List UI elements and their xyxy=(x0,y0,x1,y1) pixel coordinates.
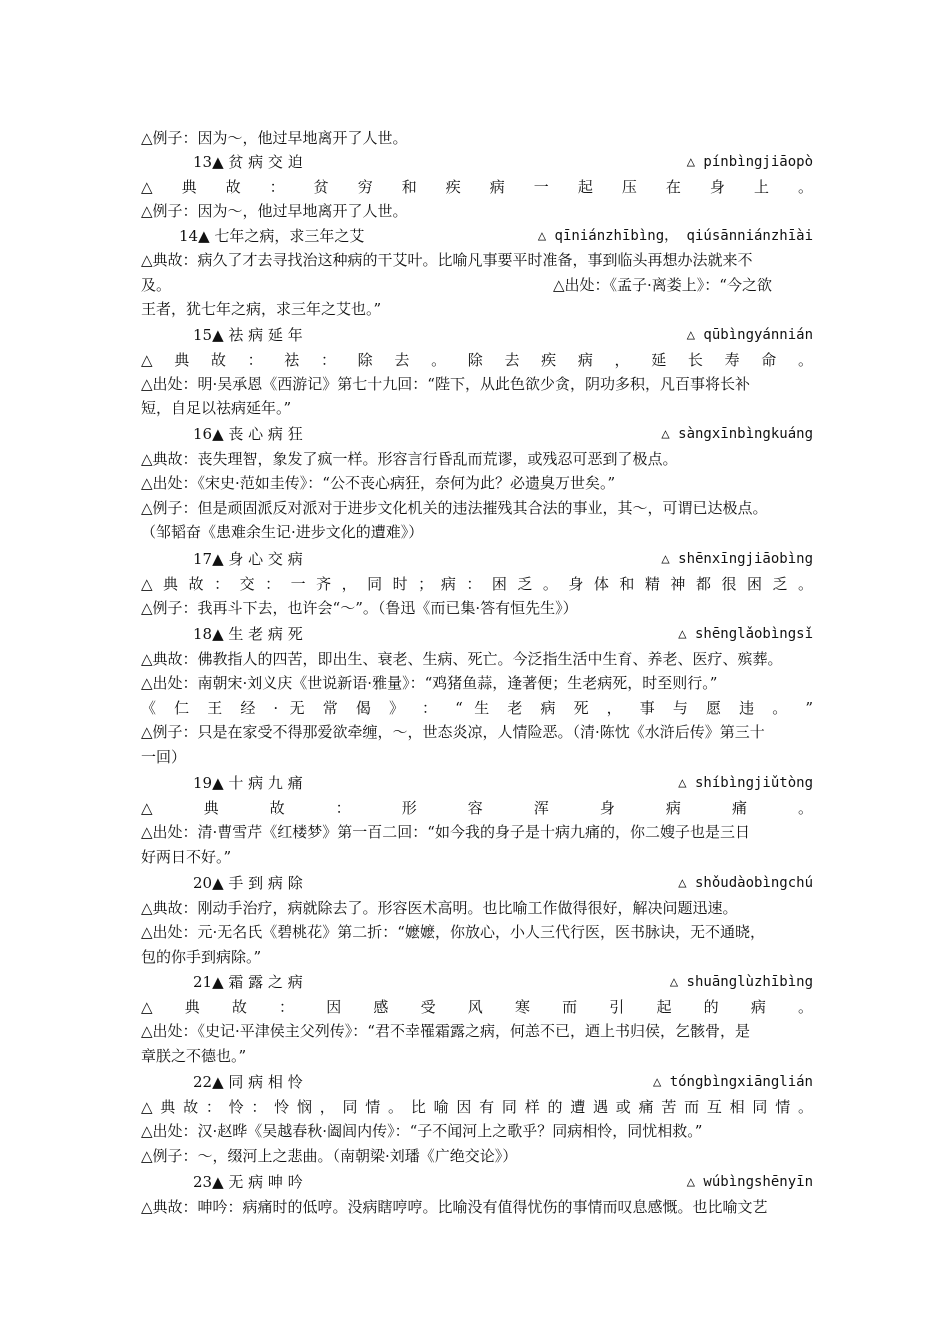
entry-pinyin: △ shēnglǎobìngsǐ xyxy=(678,626,813,642)
entry-pinyin: △ wúbìngshēnyīn xyxy=(686,1174,813,1190)
entry-heading-14 xyxy=(141,224,813,248)
entry-pinyin: △ sàngxīnbìngkuáng xyxy=(661,426,813,442)
entry-heading-22 xyxy=(141,1070,813,1094)
entry-title: 19▲ 十 病 九 痛 xyxy=(193,774,303,792)
text-line: △出处：南朝宋·刘义庆《世说新语·雅量》：“鸡猪鱼蒜，逢著便；生老病死，时至则行。” xyxy=(141,674,718,692)
entry-title: 13▲ 贫 病 交 迫 xyxy=(193,153,303,171)
text-line: 包的你手到病除。” xyxy=(141,948,262,966)
text-line: △出处：《史记·平津侯主父列传》：“君不幸罹霜露之病，何恙不已，迺上书归侯，乞骸骨，是 xyxy=(141,1022,750,1040)
text-line: △典故：佛教指人的四苦，即出生、衰老、生病、死亡。今泛指生活中生育、养老、医疗、殡葬。 xyxy=(141,650,783,668)
entry-pinyin: △ shǒudàobìngchú xyxy=(678,875,813,891)
entry-title: 14▲ 七年之病，求三年之艾 xyxy=(179,227,365,245)
text-line: 《 仁 王 经 · 无 常 偈 》 ： “ 生 老 病 死 ， 事 与 愿 违 。 ” xyxy=(141,699,813,717)
entry-title: 20▲ 手 到 病 除 xyxy=(193,874,303,892)
text-line: 王者，犹七年之病，求三年之艾也。” xyxy=(141,300,382,318)
entry-heading-15 xyxy=(141,323,813,347)
entry-title: 16▲ 丧 心 病 狂 xyxy=(193,425,303,443)
text-line: △例子：只是在家受不得那爱欲牵缠，～，世态炎凉，人情险恶。（清·陈忱《水浒后传》第三十 xyxy=(141,723,765,741)
entry-title: 15▲ 祛 病 延 年 xyxy=(193,326,303,344)
entry-heading-17 xyxy=(141,547,813,571)
text-line: △典故：病久了才去寻找治这种病的干艾叶。比喻凡事要平时准备，事到临头再想办法就来不 xyxy=(141,251,753,269)
text-line: △典故：刚动手治疗，病就除去了。形容医术高明。也比喻工作做得很好，解决问题迅速。 xyxy=(141,899,738,917)
text-line: △出处：明·吴承恩《西游记》第七十九回：“陛下，从此色欲少贪，阴功多积，凡百事将长补 xyxy=(141,375,750,393)
entry-pinyin: △ pínbìngjiāopò xyxy=(686,154,813,170)
text-line: △出处：清·曹雪芹《红楼梦》第一百二回：“如今我的身子是十病九痛的，你二嫂子也是三日 xyxy=(141,823,750,841)
entry-title: 17▲ 身 心 交 病 xyxy=(193,550,303,568)
entry-title: 21▲ 霜 露 之 病 xyxy=(193,973,303,991)
text-line: △出处：汉·赵晔《吴越春秋·阖闾内传》：“子不闻河上之歌乎？同病相怜，同忧相救。” xyxy=(141,1122,703,1140)
text-line: 一回） xyxy=(141,748,187,766)
text-line: 及。 △出处：《孟子·离娄上》：“今之欲 xyxy=(141,276,772,294)
text-line: 章朕之不德也。” xyxy=(141,1047,247,1065)
text-line: △例子：因为～，他过早地离开了人世。 xyxy=(141,129,408,147)
text-line: △典故：呻吟：病痛时的低哼。没病瞎哼哼。比喻没有值得忧伤的事情而叹息感慨。也比喻文艺 xyxy=(141,1198,768,1216)
entry-pinyin: △ shuānglùzhībìng xyxy=(669,974,813,990)
text-line: 好两日不好。” xyxy=(141,848,232,866)
text-line: △ 典 故 ： 怜 ： 怜 悯 ， 同 情 。 比 喻 因 有 同 样 的 遭 遇 或 痛 苦 而 互 相 同 情 。 xyxy=(141,1098,813,1116)
text-line: △典故：丧失理智，象发了疯一样。形容言行昏乱而荒谬，或残忍可恶到了极点。 xyxy=(141,450,678,468)
entry-heading-16 xyxy=(141,422,813,446)
text-line: △ 典 故 ： 祛 ： 除 去 。 除 去 疾 病 ， 延 长 寿 命 。 xyxy=(141,351,813,369)
entry-heading-20 xyxy=(141,871,813,895)
text-line: △例子：我再斗下去，也许会“～”。（鲁迅《而已集·答有恒先生》） xyxy=(141,599,578,617)
entry-pinyin: △ tóngbìngxiānglián xyxy=(652,1074,813,1090)
text-line: △ 典 故 ： 因 感 受 风 寒 而 引 起 的 病 。 xyxy=(141,998,813,1016)
entry-heading-23 xyxy=(141,1170,813,1194)
text-line: △ 典 故 ： 贫 穷 和 疾 病 一 起 压 在 身 上 。 xyxy=(141,178,813,196)
entry-pinyin: △ shíbìngjiǔtòng xyxy=(678,775,813,791)
entry-heading-21 xyxy=(141,970,813,994)
entry-title: 23▲ 无 病 呻 吟 xyxy=(193,1173,303,1191)
entry-pinyin: △ qūbìngyánnián xyxy=(686,327,813,343)
text-line: △例子：～，缀河上之悲曲。（南朝梁·刘璠《广绝交论》） xyxy=(141,1147,518,1165)
entry-title: 18▲ 生 老 病 死 xyxy=(193,625,303,643)
text-line: 短，自足以祛病延年。” xyxy=(141,399,292,417)
entry-heading-19 xyxy=(141,771,813,795)
text-line: △出处：元·无名氏《碧桃花》第二折：“嬷嬷，你放心，小人三代行医，医书脉诀，无不通晓， xyxy=(141,923,765,941)
entry-pinyin: △ qīniánzhībìng， qiúsānniánzhīài xyxy=(537,228,813,244)
entry-pinyin: △ shēnxīngjiāobìng xyxy=(661,551,813,567)
text-line: △例子：因为～，他过早地离开了人世。 xyxy=(141,202,408,220)
entry-heading-13 xyxy=(141,150,813,174)
entry-title: 22▲ 同 病 相 怜 xyxy=(193,1073,303,1091)
text-line: △出处：《宋史·范如圭传》：“公不丧心病狂，奈何为此？必遗臭万世矣。” xyxy=(141,474,616,492)
text-line: △ 典 故 ： 交 ： 一 齐 ， 同 时 ； 病 ： 困 乏 。 身 体 和 精 神 都 很 困 乏 。 xyxy=(141,575,813,593)
text-line: （邹韬奋《患难余生记·进步文化的遭难》） xyxy=(141,523,424,541)
entry-heading-18 xyxy=(141,622,813,646)
text-line: △ 典 故 ： 形 容 浑 身 病 痛 。 xyxy=(141,799,813,817)
text-line: △例子：但是顽固派反对派对于进步文化机关的违法摧残其合法的事业，其～，可谓已达极点。 xyxy=(141,499,768,517)
